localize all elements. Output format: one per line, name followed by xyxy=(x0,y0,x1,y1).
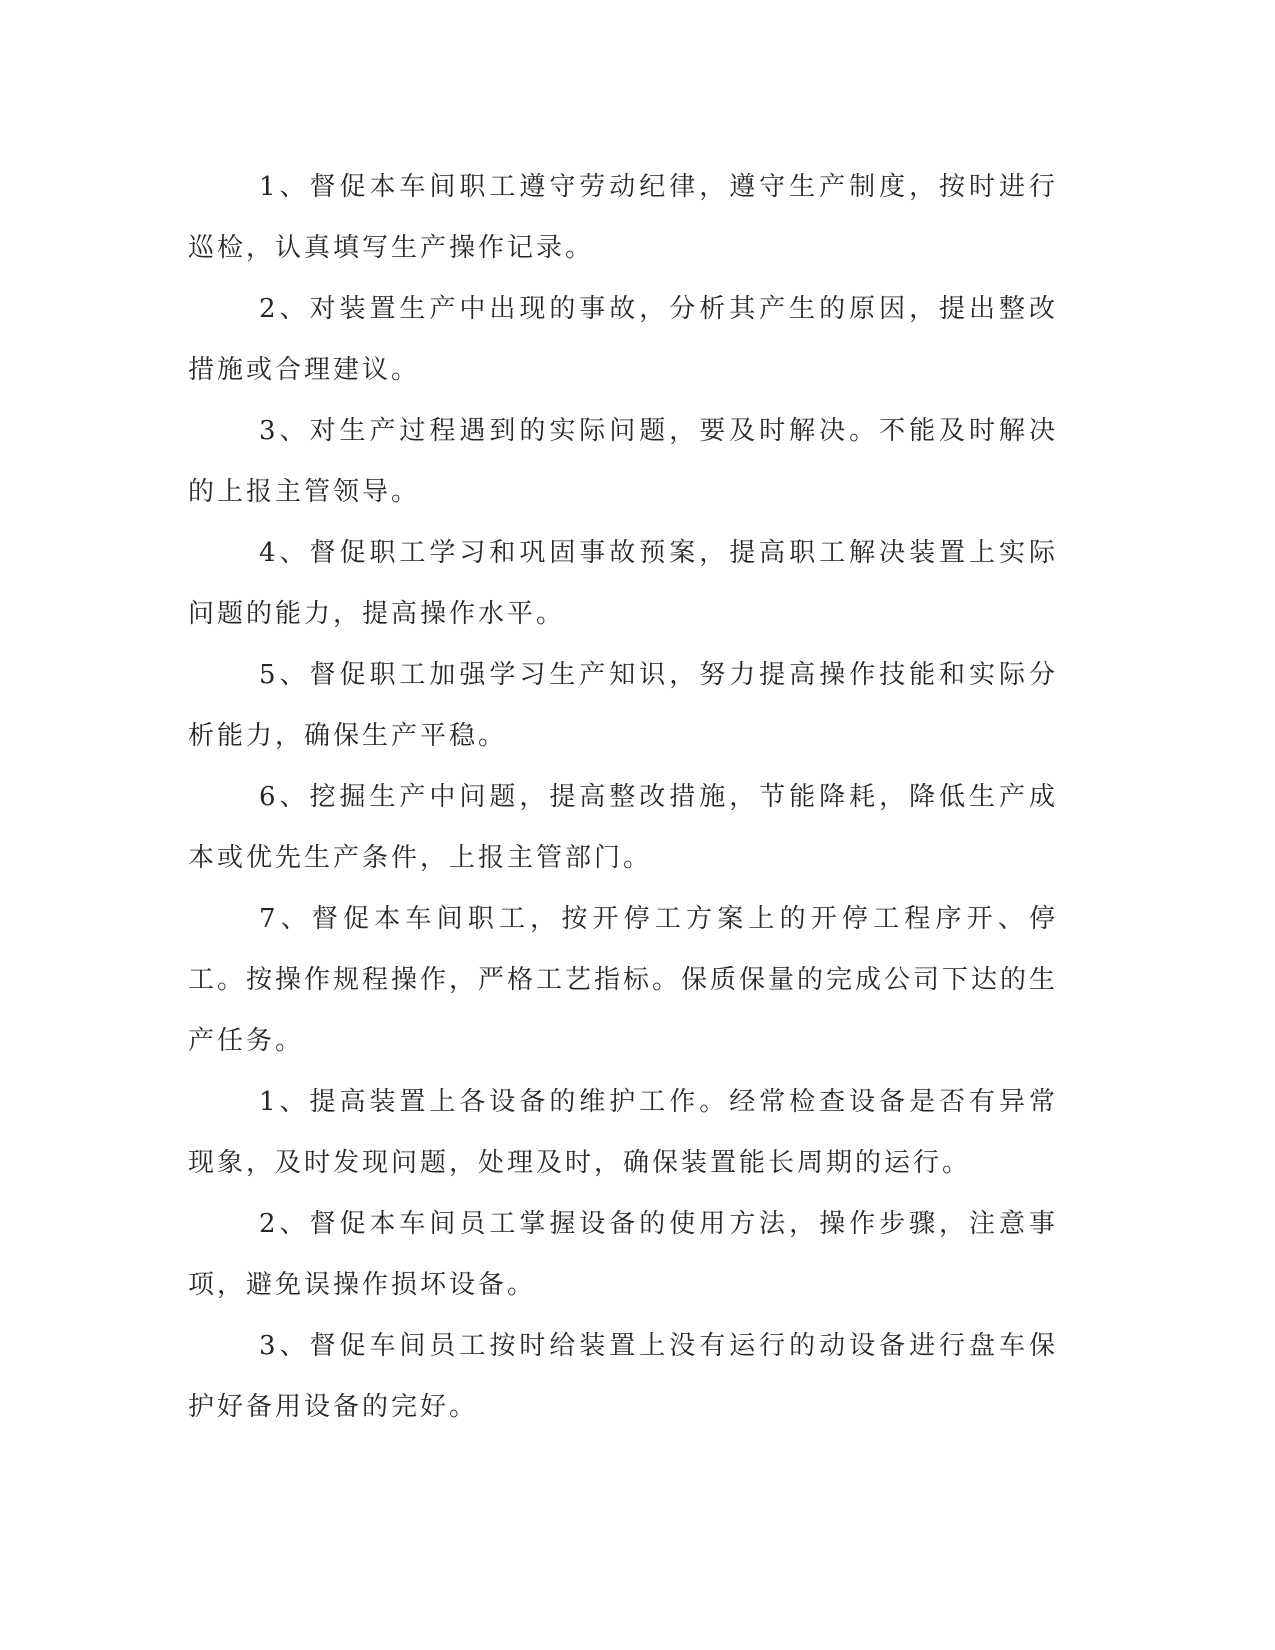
paragraph-1: 1、督促本车间职工遵守劳动纪律，遵守生产制度，按时进行巡检，认真填写生产操作记录。 xyxy=(188,172,1058,263)
paragraph-7: 7、督促本车间职工，按开停工方案上的开停工程序开、停工。按操作规程操作，严格工艺指标。保质保量的完成公司下达的生产任务。 xyxy=(188,904,1059,1056)
paragraph-2: 2、对装置生产中出现的事故，分析其产生的原因，提出整改措施或合理建议。 xyxy=(188,294,1058,385)
paragraph-6: 6、挖掘生产中问题，提高整改措施，节能降耗，降低生产成本或优先生产条件，上报主管部门。 xyxy=(188,782,1058,873)
paragraph-9: 2、督促本车间员工掌握设备的使用方法，操作步骤，注意事项，避免误操作损坏设备。 xyxy=(188,1209,1058,1300)
paragraph-8: 1、提高装置上各设备的维护工作。经常检查设备是否有异常现象，及时发现问题，处理及时，确保装置能长周期的运行。 xyxy=(188,1087,1058,1178)
paragraph-5: 5、督促职工加强学习生产知识，努力提高操作技能和实际分析能力，确保生产平稳。 xyxy=(188,660,1058,751)
paragraph-3: 3、对生产过程遇到的实际问题，要及时解决。不能及时解决的上报主管领导。 xyxy=(188,416,1058,507)
document-body xyxy=(188,157,1058,1438)
paragraph-4: 4、督促职工学习和巩固事故预案，提高职工解决装置上实际问题的能力，提高操作水平。 xyxy=(188,538,1058,629)
paragraph-10: 3、督促车间员工按时给装置上没有运行的动设备进行盘车保护好备用设备的完好。 xyxy=(188,1331,1058,1422)
